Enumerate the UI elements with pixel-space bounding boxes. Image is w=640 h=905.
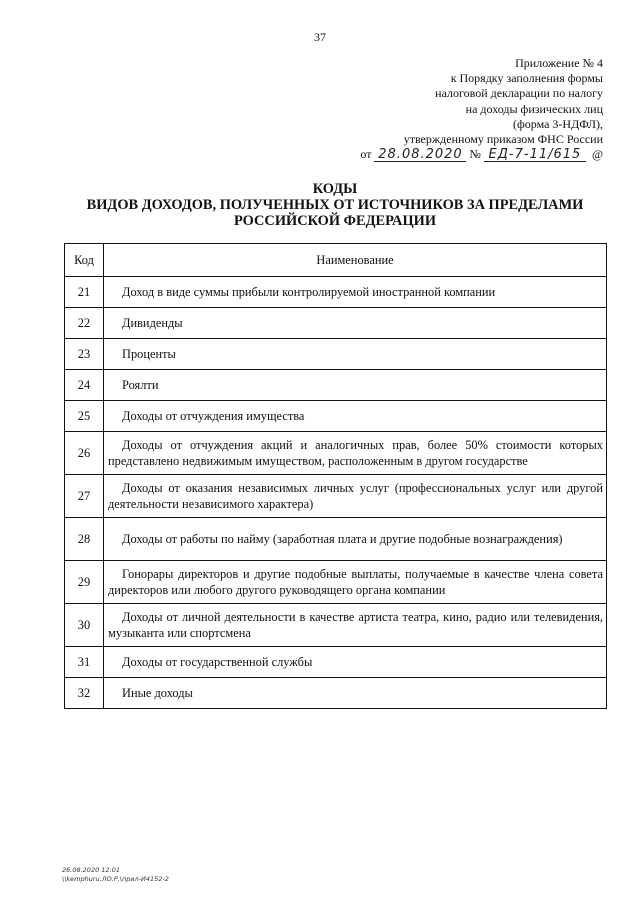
row-name: Доходы от отчуждения имущества bbox=[104, 401, 607, 432]
row-code: 21 bbox=[65, 277, 104, 308]
row-name: Доходы от оказания независимых личных услуг (профессиональных услуг или другой деятельности независимого характера) bbox=[104, 475, 607, 518]
title-line: ВИДОВ ДОХОДОВ, ПОЛУЧЕННЫХ ОТ ИСТОЧНИКОВ ЗА ПРЕДЕЛАМИ bbox=[86, 197, 584, 213]
row-name: Гонорары директоров и другие подобные выплаты, получаемые в качестве члена совета директоров или любого другого руководящего органа компании bbox=[104, 561, 607, 604]
print-footer bbox=[62, 866, 169, 884]
row-code: 28 bbox=[65, 518, 104, 561]
table-row bbox=[65, 678, 607, 709]
table-row bbox=[65, 370, 607, 401]
row-name: Доходы от работы по найму (заработная плата и другие подобные вознаграждения) bbox=[104, 518, 607, 561]
row-code: 32 bbox=[65, 678, 104, 709]
table-row bbox=[65, 339, 607, 370]
table-row bbox=[65, 647, 607, 678]
appendix-line: (форма 3-НДФЛ), bbox=[513, 116, 603, 131]
row-code: 24 bbox=[65, 370, 104, 401]
header-code: Код bbox=[65, 244, 104, 277]
income-codes-table bbox=[64, 243, 607, 709]
row-name: Иные доходы bbox=[104, 678, 607, 709]
table-row bbox=[65, 432, 607, 475]
row-code: 23 bbox=[65, 339, 104, 370]
table-row bbox=[65, 518, 607, 561]
appendix-line: Приложение № 4 bbox=[515, 56, 603, 70]
footer-file-path: \\kemphuru.ЛО.Р.\прил-И4152-2 bbox=[62, 875, 169, 883]
table-row bbox=[65, 401, 607, 432]
handwritten-order-number: ЕД-7-11/615 bbox=[484, 148, 586, 162]
row-code: 27 bbox=[65, 475, 104, 518]
appendix-line: налоговой декларации по налогу bbox=[435, 86, 603, 101]
row-name: Доходы от государственной службы bbox=[104, 647, 607, 678]
order-line bbox=[303, 147, 603, 162]
handwritten-date: 28.08.2020 bbox=[374, 148, 466, 162]
row-code: 29 bbox=[65, 561, 104, 604]
row-name: Доход в виде суммы прибыли контролируемой иностранной компании bbox=[104, 277, 607, 308]
table-row bbox=[65, 277, 607, 308]
row-code: 25 bbox=[65, 401, 104, 432]
row-name: Дивиденды bbox=[104, 308, 607, 339]
table-row bbox=[65, 604, 607, 647]
row-name: Проценты bbox=[104, 339, 607, 370]
document-title bbox=[0, 181, 640, 229]
from-label: от bbox=[360, 147, 372, 162]
title-line: РОССИЙСКОЙ ФЕДЕРАЦИИ bbox=[233, 213, 437, 229]
appendix-line: утвержденному приказом ФНС России bbox=[403, 132, 603, 147]
row-code: 26 bbox=[65, 432, 104, 475]
table-row bbox=[65, 561, 607, 604]
appendix-line: на доходы физических лиц bbox=[465, 101, 603, 116]
table-row bbox=[65, 308, 607, 339]
appendix-line: к Порядку заполнения формы bbox=[450, 71, 603, 86]
at-mark: @ bbox=[591, 147, 603, 162]
row-code: 22 bbox=[65, 308, 104, 339]
row-name: Доходы от личной деятельности в качестве артиста театра, кино, радио или телевидения, музыканта или спортсмена bbox=[104, 604, 607, 647]
table-header-row bbox=[65, 244, 607, 277]
row-code: 30 bbox=[65, 604, 104, 647]
row-name: Роялти bbox=[104, 370, 607, 401]
header-name: Наименование bbox=[104, 244, 607, 277]
number-label: № bbox=[469, 147, 481, 162]
page-number: 37 bbox=[314, 30, 326, 44]
title-line: КОДЫ bbox=[312, 181, 358, 197]
row-name: Доходы от отчуждения акций и аналогичных прав, более 50% стоимости которых представлено недвижимым имуществом, расположенным в другом государстве bbox=[104, 432, 607, 475]
row-code: 31 bbox=[65, 647, 104, 678]
table-row bbox=[65, 475, 607, 518]
footer-timestamp: 26.08.2020 12:01 bbox=[62, 866, 121, 874]
appendix-block bbox=[303, 56, 603, 162]
